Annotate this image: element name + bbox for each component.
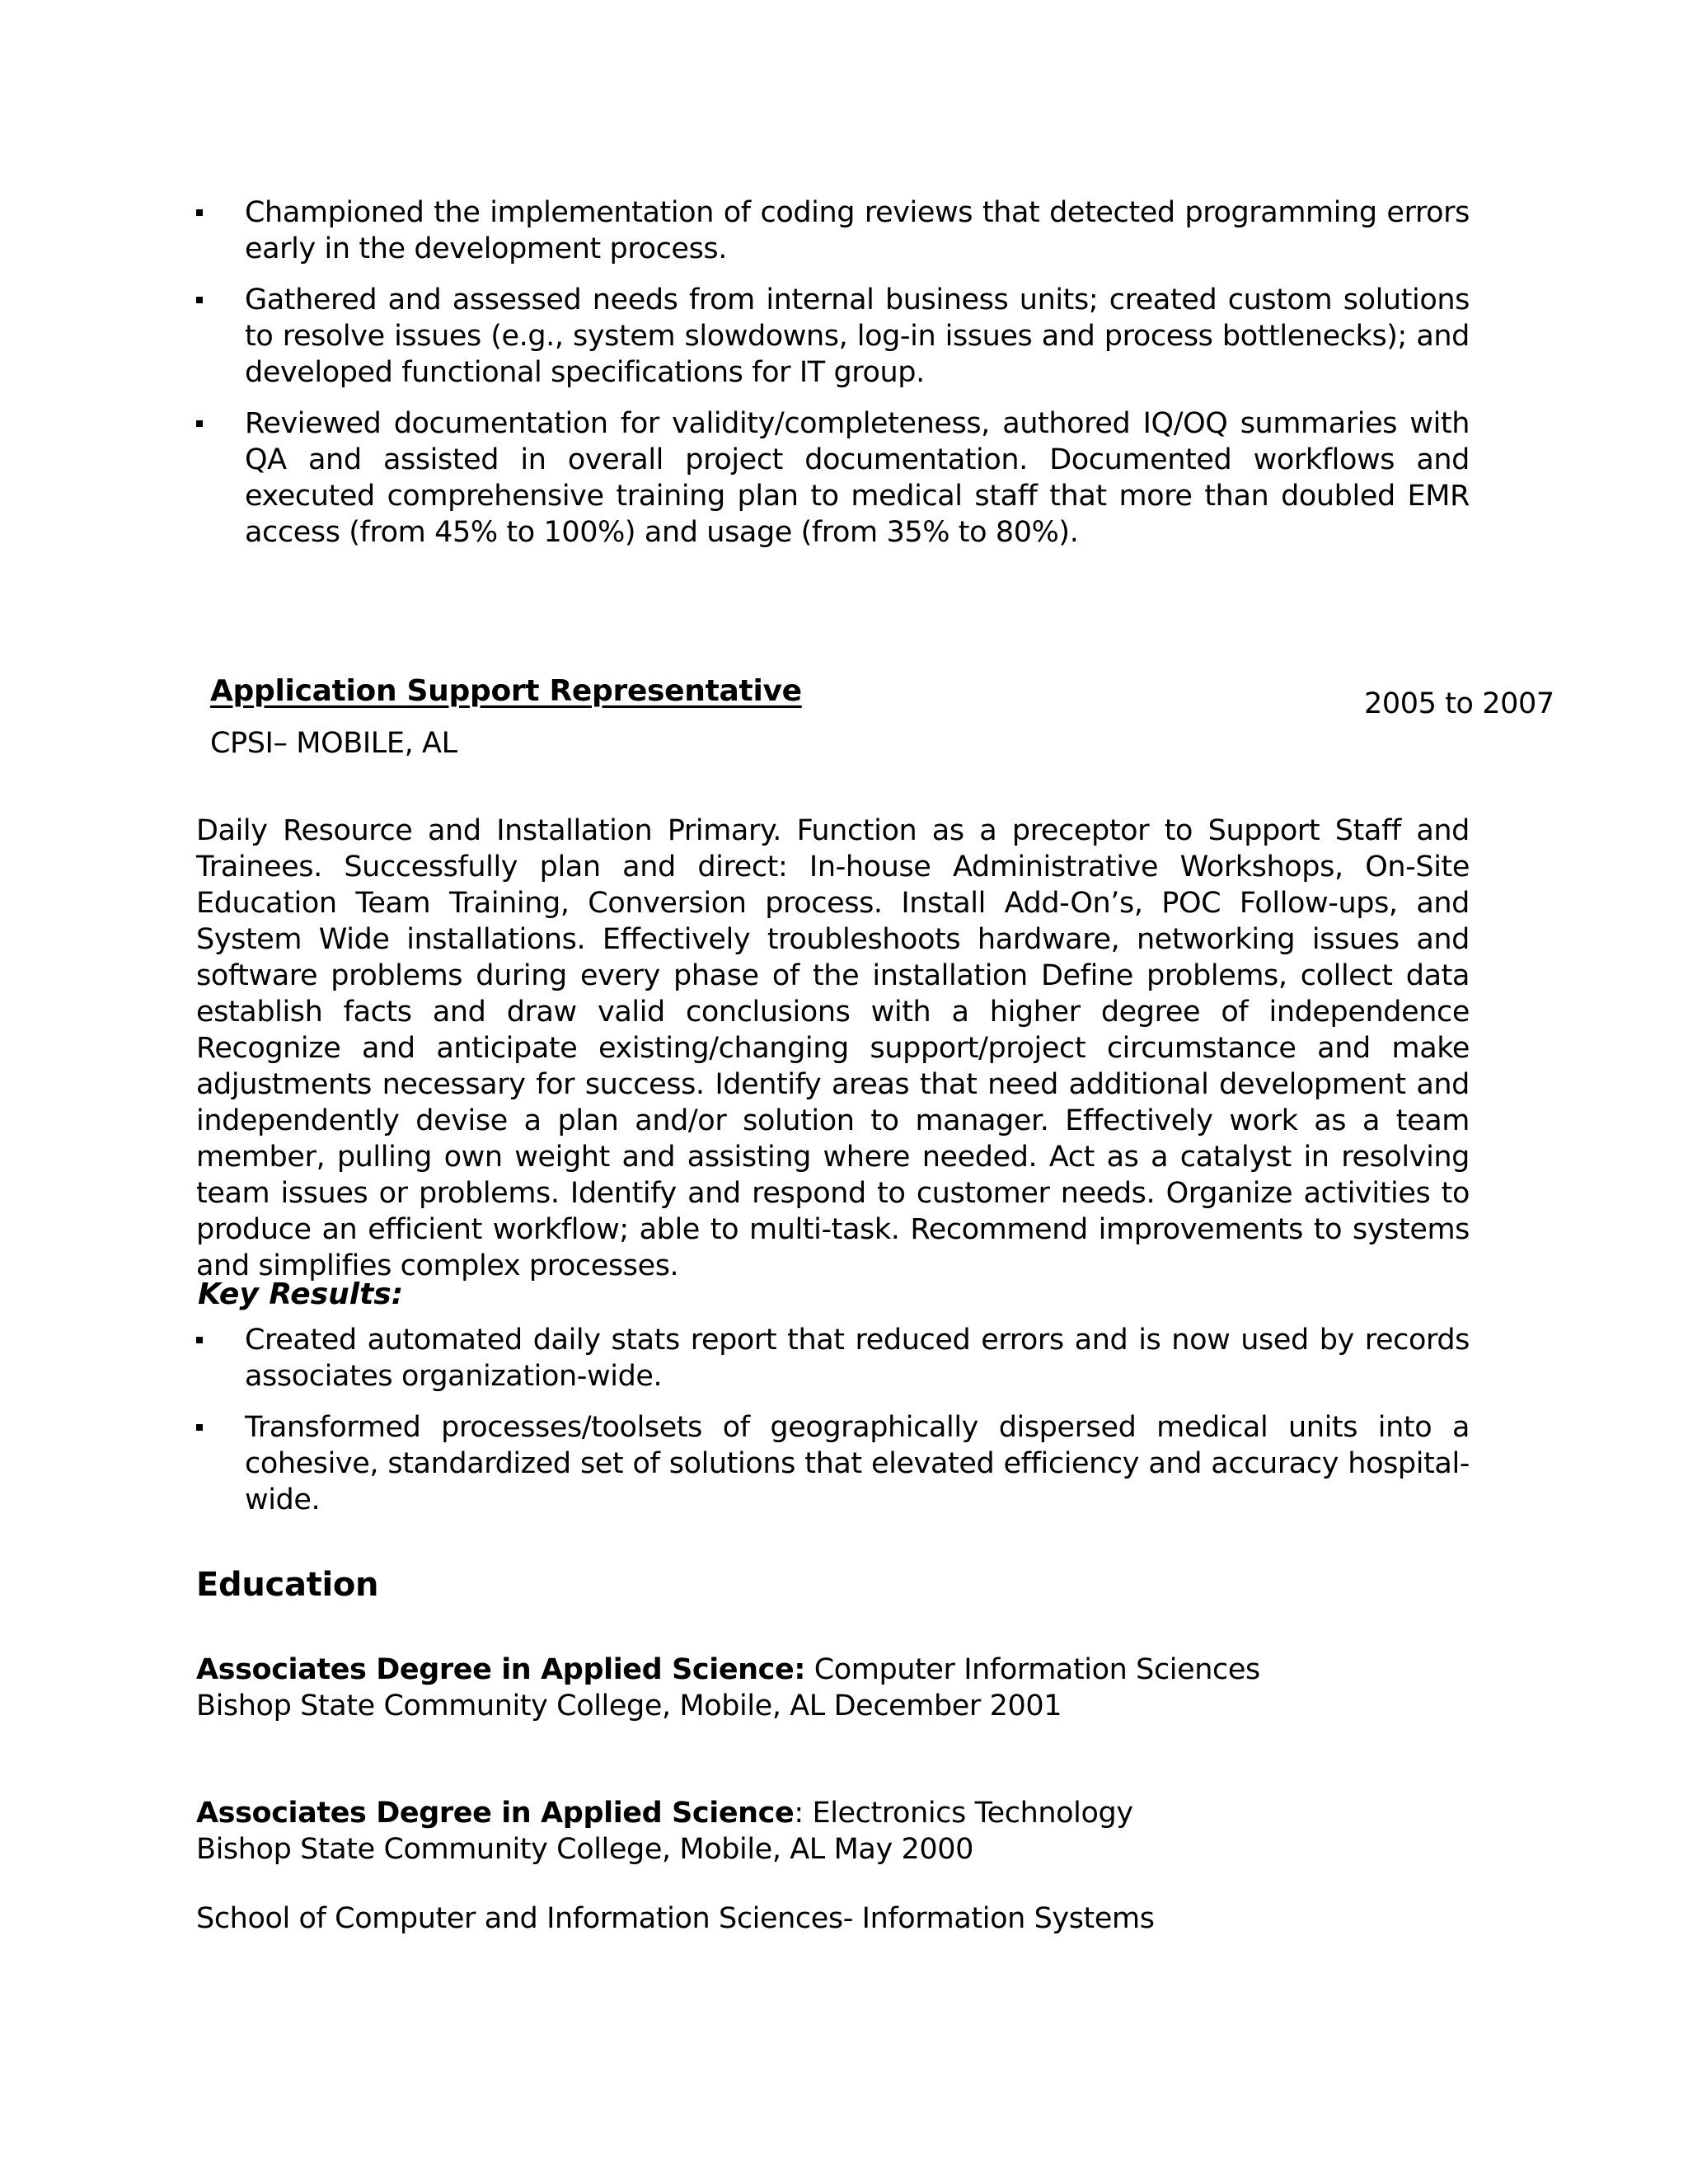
bullet-text: Created automated daily stats report that reduced errors and is now used by records associates organization-wide. (245, 1324, 1470, 1393)
education-extra-line: School of Computer and Information Sciences- Information Systems (196, 1902, 1155, 1935)
degree-field: Computer Information Sciences (804, 1653, 1260, 1686)
list-item (196, 405, 1470, 551)
square-bullet-icon (196, 1337, 203, 1343)
list-item (196, 1409, 1470, 1518)
degree-title: Associates Degree in Applied Science: (196, 1653, 805, 1686)
bullet-text: Transformed processes/toolsets of geographically dispersed medical units into a cohesive, standardized set of solutions that elevated efficiency and accuracy hospital-wide. (245, 1411, 1470, 1516)
square-bullet-icon (196, 297, 203, 303)
job-title: Application Support Representative (210, 674, 802, 708)
school-line: Bishop State Community College, Mobile, AL December 2001 (196, 1690, 1062, 1722)
degree-field: : Electronics Technology (794, 1797, 1133, 1830)
list-item (196, 1322, 1470, 1394)
degree-title: Associates Degree in Applied Science (196, 1797, 795, 1830)
square-bullet-icon (196, 420, 203, 427)
bullet-text: Reviewed documentation for validity/completeness, authored IQ/OQ summaries with QA and assisted in overall project documentation. Documented workflows and executed comprehensive training plan to medical staff that more than doubled EMR access (from 45% to 100%) and usage (from 35% to 80%). (245, 407, 1470, 549)
education-heading: Education (196, 1566, 379, 1604)
job-company: CPSI– MOBILE, AL (210, 727, 457, 760)
square-bullet-icon (196, 209, 203, 216)
top-bullet-list (196, 194, 1470, 565)
job-dates: 2005 to 2007 (1364, 687, 1554, 720)
degree-line (196, 1652, 1260, 1688)
job-summary: Daily Resource and Installation Primary. Function as a preceptor to Support Staff and Trainees. Successfully plan and direct: In-house Administrative Workshops, On-Site Education Team Training, Conversion process. Install Add-On’s, POC Follow-ups, and System Wide installations. Effectively troubleshoots hardware, networking issues and software problems during every phase of the installation Define problems, collect data establish facts and draw valid conclusions with a higher degree of independence Recognize and anticipate existing/changing support/project circumstance and make adjustments necessary for success. Identify areas that need additional development and independently devise a plan and/or solution to manager. Effectively work as a team member, pulling own weight and assisting where needed. Act as a catalyst in resolving team issues or problems. Identify and respond to customer needs. Organize activities to produce an efficient workflow; able to multi-task. Recommend improvements to systems and simplifies complex processes. (196, 814, 1470, 1282)
bullet-text: Gathered and assessed needs from internal business units; created custom solutions to resolve issues (e.g., system slowdowns, log-in issues and process bottlenecks); and developed functional specifications for IT group. (245, 284, 1470, 389)
key-results-heading: Key Results: (198, 1277, 404, 1311)
square-bullet-icon (196, 1424, 203, 1431)
degree-line (196, 1795, 1133, 1831)
school-line: Bishop State Community College, Mobile, AL May 2000 (196, 1833, 973, 1866)
degree-entry (196, 1652, 1260, 1724)
key-results-list (196, 1322, 1470, 1533)
degree-entry (196, 1795, 1133, 1868)
list-item (196, 194, 1470, 267)
bullet-text: Championed the implementation of coding reviews that detected programming errors early in the development process. (245, 196, 1470, 265)
list-item (196, 282, 1470, 391)
